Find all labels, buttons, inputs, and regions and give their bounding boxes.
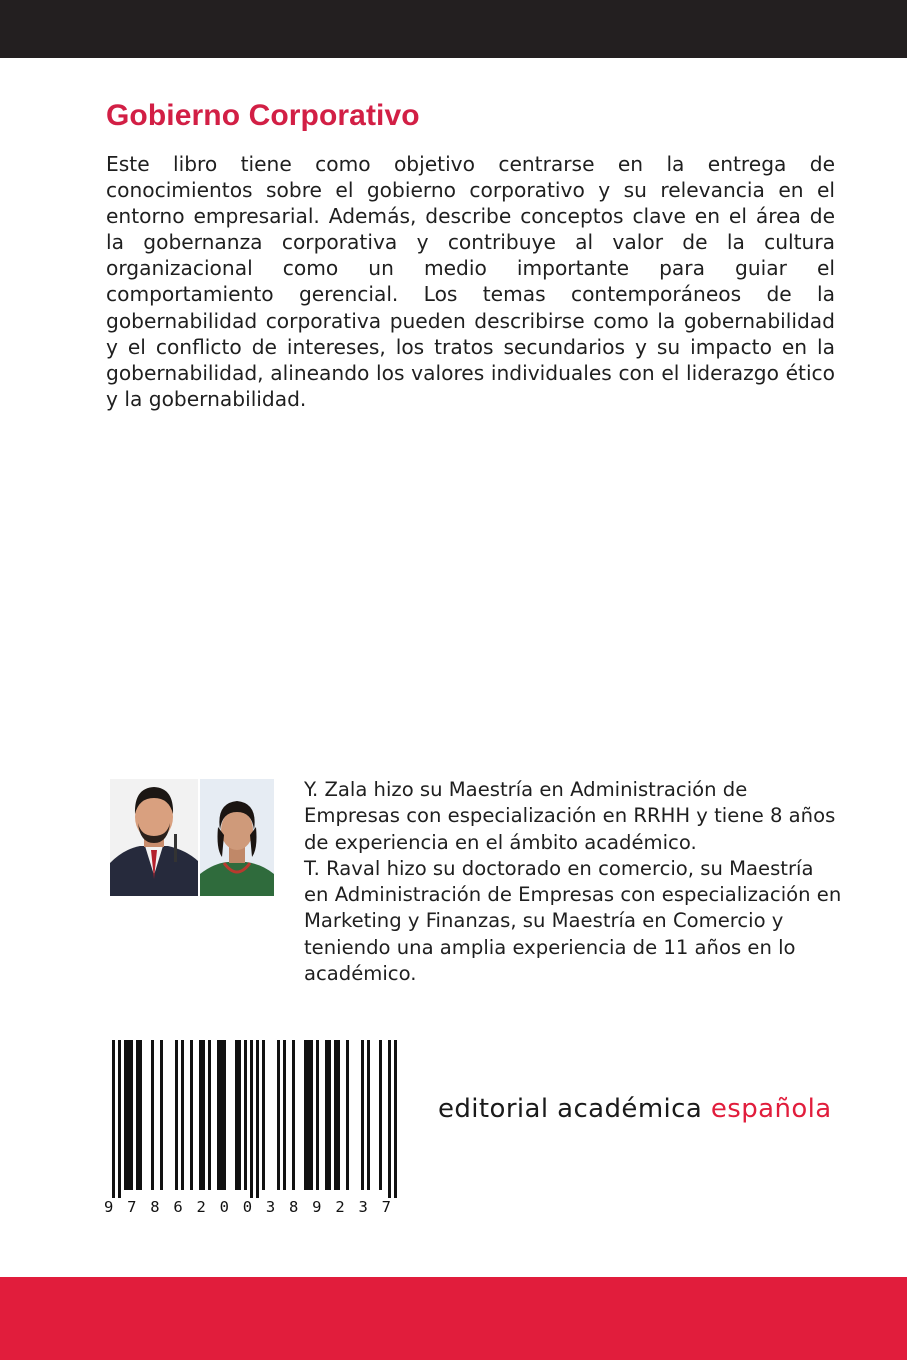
barcode-bar [181,1040,184,1190]
isbn-digits: 9786200389237 [104,1198,405,1216]
barcode-bar [361,1040,364,1190]
barcode-bar [160,1040,163,1190]
barcode-bar [337,1040,340,1190]
book-title: Gobierno Corporativo [106,99,420,132]
barcode-bar [346,1040,349,1190]
top-band [0,0,907,58]
author-photos [110,779,274,896]
barcode-bar [175,1040,178,1190]
author-bio-raval: T. Raval hizo su doctorado en comercio, su Maestría en Administración de Empresas con especialización en Marketing y Finanzas, su Maestría en Comercio y teniendo una amplia experiencia de 11 años en lo académico. [304,856,842,986]
barcode-bar [367,1040,370,1190]
publisher-name-dark: editorial académica [438,1094,711,1124]
barcode-bar [244,1040,247,1190]
bottom-band [0,1277,907,1360]
barcode-bar [388,1040,391,1198]
barcode-bar [124,1040,127,1190]
barcode-bar [310,1040,313,1190]
barcode-bar [136,1040,139,1190]
barcode-bar [220,1040,223,1190]
author-bios [304,777,844,987]
barcode-bar [334,1040,337,1190]
barcode-bar [325,1040,328,1190]
barcode-bar [250,1040,253,1198]
publisher-logo [438,1094,832,1124]
publisher-name-accent: española [710,1094,832,1124]
barcode-bar [190,1040,193,1190]
barcode-bar [304,1040,307,1190]
author-photo-raval [200,779,274,896]
barcode-bar [202,1040,205,1190]
barcode-bar [118,1040,121,1198]
barcode-bar [379,1040,382,1190]
barcode-bar [277,1040,280,1190]
barcode-bar [394,1040,397,1198]
barcode-bar [151,1040,154,1190]
author-photo-zala [110,779,198,896]
barcode-bar [283,1040,286,1190]
barcode-bars [100,1040,400,1198]
barcode-bar [130,1040,133,1190]
isbn-barcode [100,1040,405,1220]
barcode-bar [328,1040,331,1190]
barcode-bar [112,1040,115,1198]
author-bio-zala: Y. Zala hizo su Maestría en Administración de Empresas con especialización en RRHH y tiene 8 años de experiencia en el ámbito académico. [304,778,836,854]
barcode-bar [139,1040,142,1190]
barcode-bar [307,1040,310,1190]
barcode-bar [262,1040,265,1190]
barcode-bar [223,1040,226,1190]
barcode-bar [127,1040,130,1190]
barcode-bar [235,1040,238,1190]
barcode-bar [316,1040,319,1190]
barcode-bar [208,1040,211,1190]
barcode-bar [292,1040,295,1190]
barcode-bar [238,1040,241,1190]
barcode-bar [256,1040,259,1198]
book-description: Este libro tiene como objetivo centrarse en la entrega de conocimientos sobre el gobierno corporativo y su relevancia en el entorno empresarial. Además, describe conceptos clave en el área de la gobernanza corporativa y contribuye al valor de la cultura organizacional como un medio importante para guiar el comportamiento gerencial. Los temas contemporáneos de la gobernabilidad corporativa pueden describirse como la gobernabilidad y el conflicto de intereses, los tratos secundarios y su impacto en la gobernabilidad, alineando los valores individuales con el liderazgo ético y la gobernabilidad. [106,152,835,411]
barcode-bar [199,1040,202,1190]
barcode-bar [217,1040,220,1190]
